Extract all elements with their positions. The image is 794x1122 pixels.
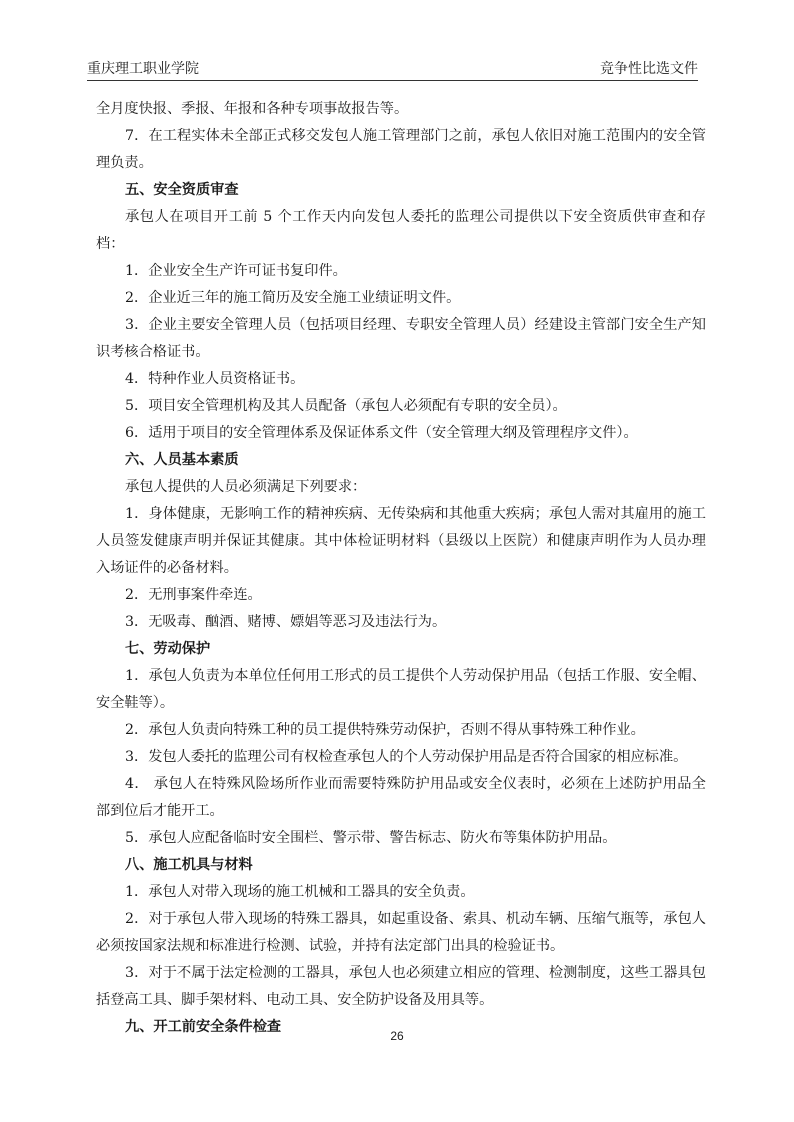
page-header	[87, 58, 698, 81]
section-heading: 八、施工机具与材料	[125, 857, 253, 873]
paragraph: 1．企业安全生产许可证书复印件。	[125, 263, 347, 279]
paragraph: 7．在工程实体未全部正式移交发包人施工管理部门之前，承包人依旧对施工范围内的安全管理负责。	[96, 128, 706, 171]
paragraph: 6．适用于项目的安全管理体系及保证体系文件（安全管理大纲及管理程序文件）。	[125, 425, 638, 441]
header-document-type: 竞争性比选文件	[600, 61, 698, 77]
paragraph: 1．承包人负责为本单位任何用工形式的员工提供个人劳动保护用品（包括工作服、安全帽、安全鞋等）。	[96, 668, 706, 711]
paragraph: 2．对于承包人带入现场的特殊工器具，如起重设备、索具、机动车辆、压缩气瓶等，承包人必须按国家法规和标准进行检测、试验，并持有法定部门出具的检验证书。	[96, 911, 706, 954]
section-heading: 六、人员基本素质	[125, 452, 239, 468]
document-body	[96, 96, 706, 1041]
paragraph: 3．无吸毒、酗酒、赌博、嫖娼等恶习及违法行为。	[125, 614, 447, 630]
paragraph: 5．承包人应配备临时安全围栏、警示带、警告标志、防火布等集体防护用品。	[125, 830, 617, 846]
paragraph: 1．承包人对带入现场的施工机械和工器具的安全负责。	[125, 884, 475, 900]
paragraph: 4．特种作业人员资格证书。	[125, 371, 305, 387]
section-heading: 九、开工前安全条件检查	[125, 1019, 282, 1035]
paragraph: 1．身体健康，无影响工作的精神疾病、无传染病和其他重大疾病；承包人需对其雇用的施工人员签发健康声明并保证其健康。其中体检证明材料（县级以上医院）和健康声明作为人员办理入场证件的必备材料。	[96, 506, 706, 576]
paragraph: 5．项目安全管理机构及其人员配备（承包人必须配有专职的安全员）。	[125, 398, 567, 414]
paragraph: 3．企业主要安全管理人员（包括项目经理、专职安全管理人员）经建设主管部门安全生产知识考核合格证书。	[96, 317, 706, 360]
paragraph: 承包人在项目开工前 5 个工作天内向发包人委托的监理公司提供以下安全资质供审查和存档：	[96, 209, 706, 252]
section-heading: 七、劳动保护	[125, 641, 211, 657]
paragraph: 2．企业近三年的施工简历及安全施工业绩证明文件。	[125, 290, 461, 306]
paragraph: 2．无刑事案件牵连。	[125, 587, 262, 603]
page-number: 26	[390, 1029, 404, 1043]
header-institution: 重庆理工职业学院	[87, 61, 199, 77]
section-heading: 五、安全资质审查	[125, 182, 239, 198]
paragraph: 3．对于不属于法定检测的工器具，承包人也必须建立相应的管理、检测制度，这些工器具包括登高工具、脚手架材料、电动工具、安全防护设备及用具等。	[96, 965, 706, 1008]
paragraph: 承包人提供的人员必须满足下列要求：	[125, 479, 367, 495]
paragraph-continuation: 全月度快报、季报、年报和各种专项事故报告等。	[96, 101, 409, 117]
paragraph: 3．发包人委托的监理公司有权检查承包人的个人劳动保护用品是否符合国家的相应标准。	[125, 749, 688, 765]
paragraph: 2．承包人负责向特殊工种的员工提供特殊劳动保护，否则不得从事特殊工种作业。	[125, 722, 645, 738]
paragraph: 4． 承包人在特殊风险场所作业而需要特殊防护用品或安全仪表时，必须在上述防护用品全部到位后才能开工。	[96, 776, 706, 819]
